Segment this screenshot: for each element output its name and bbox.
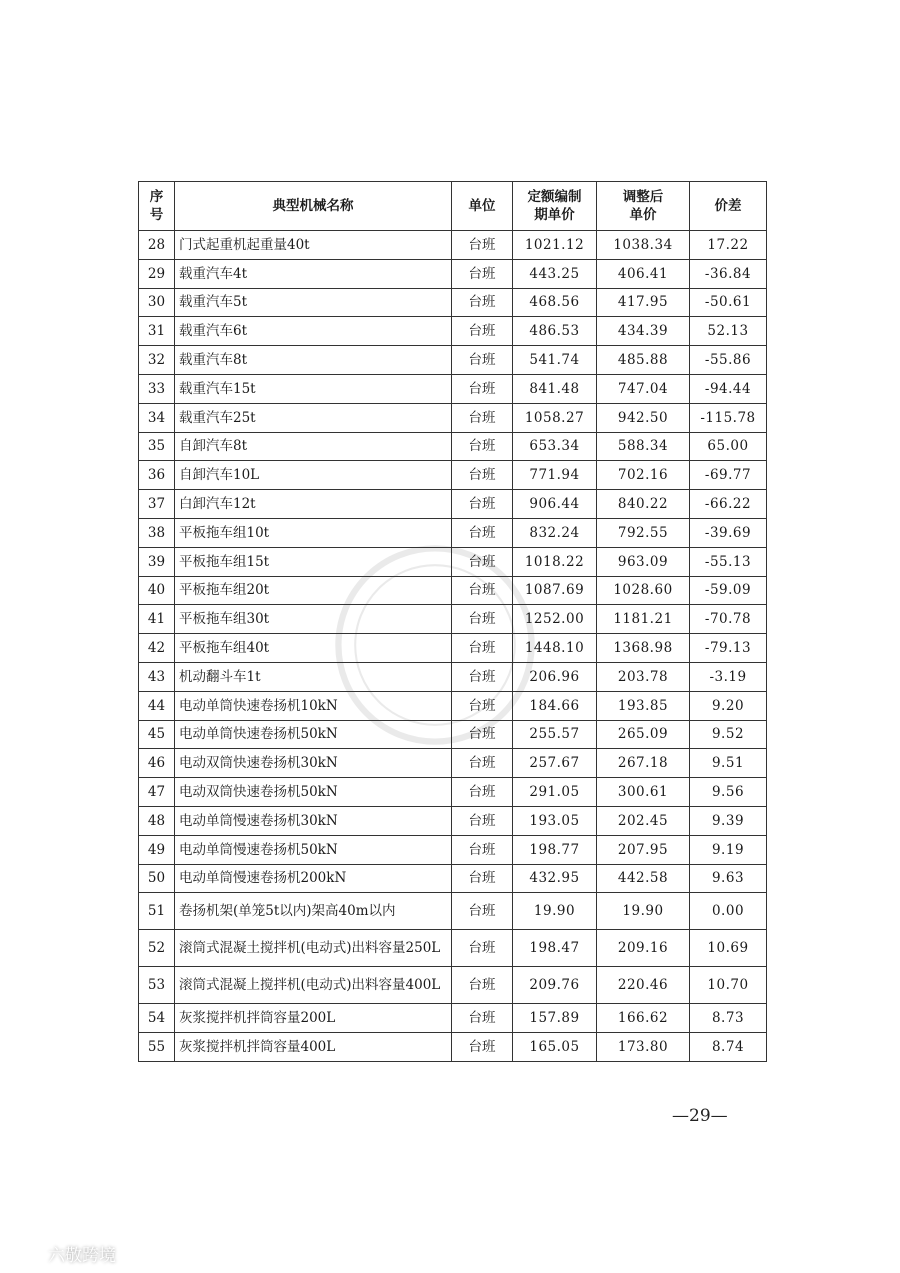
difference-cell: -70.78 [690,605,767,634]
adjusted-price-cell: 166.62 [597,1004,690,1033]
header-adjusted-price: 调整后 单价 [597,182,690,231]
machine-name: 机动翻斗车1t [175,662,452,691]
difference-cell: -59.09 [690,576,767,605]
machine-name: 自卸汽车10L [175,461,452,490]
machine-name: 载重汽车4t [175,259,452,288]
machine-name: 电动双筒快速卷扬机50kN [175,778,452,807]
adjusted-price-cell: 417.95 [597,288,690,317]
unit-cell: 台班 [452,346,513,375]
row-number: 49 [139,835,175,864]
machine-name: 自卸汽车8t [175,432,452,461]
table-row [139,547,767,576]
table-body [139,231,767,1062]
row-number: 52 [139,930,175,967]
difference-cell: 0.00 [690,893,767,930]
adjusted-price-cell: 747.04 [597,374,690,403]
difference-cell: 9.20 [690,691,767,720]
quota-price-cell: 1252.00 [513,605,597,634]
quota-price-cell: 206.96 [513,662,597,691]
quota-price-cell: 255.57 [513,720,597,749]
unit-cell: 台班 [452,1004,513,1033]
unit-cell: 台班 [452,662,513,691]
row-number: 36 [139,461,175,490]
table-row [139,634,767,663]
unit-cell: 台班 [452,518,513,547]
adjusted-price-cell: 220.46 [597,967,690,1004]
machine-name: 电动单筒快速卷扬机50kN [175,720,452,749]
brand-logo-icon [8,1242,44,1264]
machine-name: 平板拖车组40t [175,634,452,663]
adjusted-price-cell: 485.88 [597,346,690,375]
quota-price-cell: 209.76 [513,967,597,1004]
quota-price-cell: 165.05 [513,1033,597,1062]
difference-cell: 8.73 [690,1004,767,1033]
machine-name: 载重汽车25t [175,403,452,432]
row-number: 44 [139,691,175,720]
difference-cell: 9.39 [690,806,767,835]
quota-price-cell: 291.05 [513,778,597,807]
adjusted-price-cell: 19.90 [597,893,690,930]
quota-price-cell: 832.24 [513,518,597,547]
difference-cell: 65.00 [690,432,767,461]
difference-cell: 9.51 [690,749,767,778]
adjusted-price-cell: 1028.60 [597,576,690,605]
row-number: 35 [139,432,175,461]
difference-cell: -55.86 [690,346,767,375]
difference-cell: 10.69 [690,930,767,967]
table-row [139,374,767,403]
table-row [139,576,767,605]
quota-price-cell: 193.05 [513,806,597,835]
row-number: 54 [139,1004,175,1033]
unit-cell: 台班 [452,259,513,288]
machine-name: 平板拖车组30t [175,605,452,634]
difference-cell: 9.56 [690,778,767,807]
unit-cell: 台班 [452,432,513,461]
machine-name: 电动单筒慢速卷扬机30kN [175,806,452,835]
unit-cell: 台班 [452,317,513,346]
table-row [139,461,767,490]
unit-cell: 台班 [452,691,513,720]
adjusted-price-cell: 300.61 [597,778,690,807]
adjusted-price-cell: 963.09 [597,547,690,576]
quota-price-cell: 432.95 [513,864,597,893]
machine-name: 电动单筒慢速卷扬机200kN [175,864,452,893]
unit-cell: 台班 [452,634,513,663]
machine-name: 滚筒式混凝土搅拌机(电动式)出料容量250L [175,930,452,967]
difference-cell: 9.19 [690,835,767,864]
machine-name: 白卸汽车12t [175,490,452,519]
difference-cell: -94.44 [690,374,767,403]
table-row [139,749,767,778]
unit-cell: 台班 [452,864,513,893]
machine-name: 卷扬机架(单笼5t以内)架高40m以内 [175,893,452,930]
quota-price-cell: 198.77 [513,835,597,864]
table-row [139,288,767,317]
table-row [139,930,767,967]
unit-cell: 台班 [452,835,513,864]
unit-cell: 台班 [452,893,513,930]
unit-cell: 台班 [452,288,513,317]
row-number: 37 [139,490,175,519]
row-number: 43 [139,662,175,691]
adjusted-price-cell: 442.58 [597,864,690,893]
unit-cell: 台班 [452,231,513,260]
difference-cell: 52.13 [690,317,767,346]
adjusted-price-cell: 702.16 [597,461,690,490]
adjusted-price-cell: 207.95 [597,835,690,864]
row-number: 33 [139,374,175,403]
row-number: 28 [139,231,175,260]
machine-name: 门式起重机起重量40t [175,231,452,260]
quota-price-cell: 1021.12 [513,231,597,260]
adjusted-price-cell: 209.16 [597,930,690,967]
quota-price-cell: 157.89 [513,1004,597,1033]
difference-cell: -36.84 [690,259,767,288]
header-difference: 价差 [690,182,767,231]
quota-price-cell: 653.34 [513,432,597,461]
quota-price-cell: 19.90 [513,893,597,930]
table-row [139,1033,767,1062]
unit-cell: 台班 [452,605,513,634]
table-row [139,605,767,634]
header-quota-price: 定额编制 期单价 [513,182,597,231]
difference-cell: 10.70 [690,967,767,1004]
row-number: 31 [139,317,175,346]
adjusted-price-cell: 1181.21 [597,605,690,634]
difference-cell: -3.19 [690,662,767,691]
machine-name: 载重汽车5t [175,288,452,317]
machine-name: 载重汽车8t [175,346,452,375]
unit-cell: 台班 [452,490,513,519]
machine-name: 电动单筒慢速卷扬机50kN [175,835,452,864]
table-row [139,835,767,864]
row-number: 32 [139,346,175,375]
quota-price-cell: 1058.27 [513,403,597,432]
table-row [139,518,767,547]
difference-cell: -66.22 [690,490,767,519]
row-number: 45 [139,720,175,749]
table-row [139,259,767,288]
table-header-row [139,182,767,231]
adjusted-price-cell: 173.80 [597,1033,690,1062]
quota-price-cell: 184.66 [513,691,597,720]
row-number: 38 [139,518,175,547]
adjusted-price-cell: 193.85 [597,691,690,720]
quota-price-cell: 771.94 [513,461,597,490]
machine-name: 灰浆搅拌机拌筒容量400L [175,1033,452,1062]
quota-price-cell: 198.47 [513,930,597,967]
row-number: 39 [139,547,175,576]
difference-cell: -115.78 [690,403,767,432]
adjusted-price-cell: 202.45 [597,806,690,835]
difference-cell: 8.74 [690,1033,767,1062]
table-row [139,893,767,930]
difference-cell: 9.63 [690,864,767,893]
unit-cell: 台班 [452,576,513,605]
unit-cell: 台班 [452,547,513,576]
table-row [139,967,767,1004]
unit-cell: 台班 [452,930,513,967]
difference-cell: 17.22 [690,231,767,260]
table-row [139,778,767,807]
adjusted-price-cell: 434.39 [597,317,690,346]
table-row [139,691,767,720]
unit-cell: 台班 [452,1033,513,1062]
unit-cell: 台班 [452,778,513,807]
row-number: 41 [139,605,175,634]
quota-price-cell: 841.48 [513,374,597,403]
difference-cell: -69.77 [690,461,767,490]
table-row [139,720,767,749]
quota-price-cell: 1018.22 [513,547,597,576]
brand-watermark [8,1240,116,1266]
row-number: 42 [139,634,175,663]
brand-text: 六敬跨境 [48,1245,116,1266]
row-number: 50 [139,864,175,893]
table-row [139,346,767,375]
row-number: 30 [139,288,175,317]
difference-cell: -39.69 [690,518,767,547]
machine-name: 载重汽车15t [175,374,452,403]
table-row [139,403,767,432]
difference-cell: -55.13 [690,547,767,576]
machine-name: 电动双筒快速卷扬机30kN [175,749,452,778]
machine-name: 电动单筒快速卷扬机10kN [175,691,452,720]
quota-price-cell: 486.53 [513,317,597,346]
adjusted-price-cell: 265.09 [597,720,690,749]
table-row [139,806,767,835]
unit-cell: 台班 [452,749,513,778]
quota-price-cell: 1087.69 [513,576,597,605]
row-number: 29 [139,259,175,288]
row-number: 47 [139,778,175,807]
adjusted-price-cell: 1038.34 [597,231,690,260]
adjusted-price-cell: 942.50 [597,403,690,432]
table-row [139,864,767,893]
adjusted-price-cell: 840.22 [597,490,690,519]
difference-cell: -50.61 [690,288,767,317]
unit-cell: 台班 [452,806,513,835]
difference-cell: 9.52 [690,720,767,749]
row-number: 51 [139,893,175,930]
header-no: 序 号 [139,182,175,231]
unit-cell: 台班 [452,403,513,432]
adjusted-price-cell: 792.55 [597,518,690,547]
quota-price-cell: 468.56 [513,288,597,317]
table-row [139,317,767,346]
row-number: 48 [139,806,175,835]
adjusted-price-cell: 588.34 [597,432,690,461]
adjusted-price-cell: 267.18 [597,749,690,778]
row-number: 55 [139,1033,175,1062]
table-row [139,432,767,461]
machine-name: 载重汽车6t [175,317,452,346]
table-row [139,490,767,519]
unit-cell: 台班 [452,720,513,749]
quota-price-cell: 906.44 [513,490,597,519]
machine-price-table [138,181,767,1062]
header-unit: 单位 [452,182,513,231]
table-row [139,231,767,260]
machine-name: 平板拖车组10t [175,518,452,547]
machine-name: 平板拖车组20t [175,576,452,605]
machine-name: 滚筒式混凝上搅拌机(电动式)出料容量400L [175,967,452,1004]
machine-name: 平板拖车组15t [175,547,452,576]
quota-price-cell: 1448.10 [513,634,597,663]
row-number: 46 [139,749,175,778]
quota-price-cell: 541.74 [513,346,597,375]
adjusted-price-cell: 1368.98 [597,634,690,663]
unit-cell: 台班 [452,461,513,490]
adjusted-price-cell: 406.41 [597,259,690,288]
quota-price-cell: 257.67 [513,749,597,778]
adjusted-price-cell: 203.78 [597,662,690,691]
row-number: 40 [139,576,175,605]
header-name: 典型机械名称 [175,182,452,231]
page-number: —29— [672,1106,728,1126]
quota-price-cell: 443.25 [513,259,597,288]
unit-cell: 台班 [452,374,513,403]
difference-cell: -79.13 [690,634,767,663]
row-number: 34 [139,403,175,432]
row-number: 53 [139,967,175,1004]
machine-name: 灰浆搅拌机拌筒容量200L [175,1004,452,1033]
table-row [139,1004,767,1033]
table-row [139,662,767,691]
unit-cell: 台班 [452,967,513,1004]
